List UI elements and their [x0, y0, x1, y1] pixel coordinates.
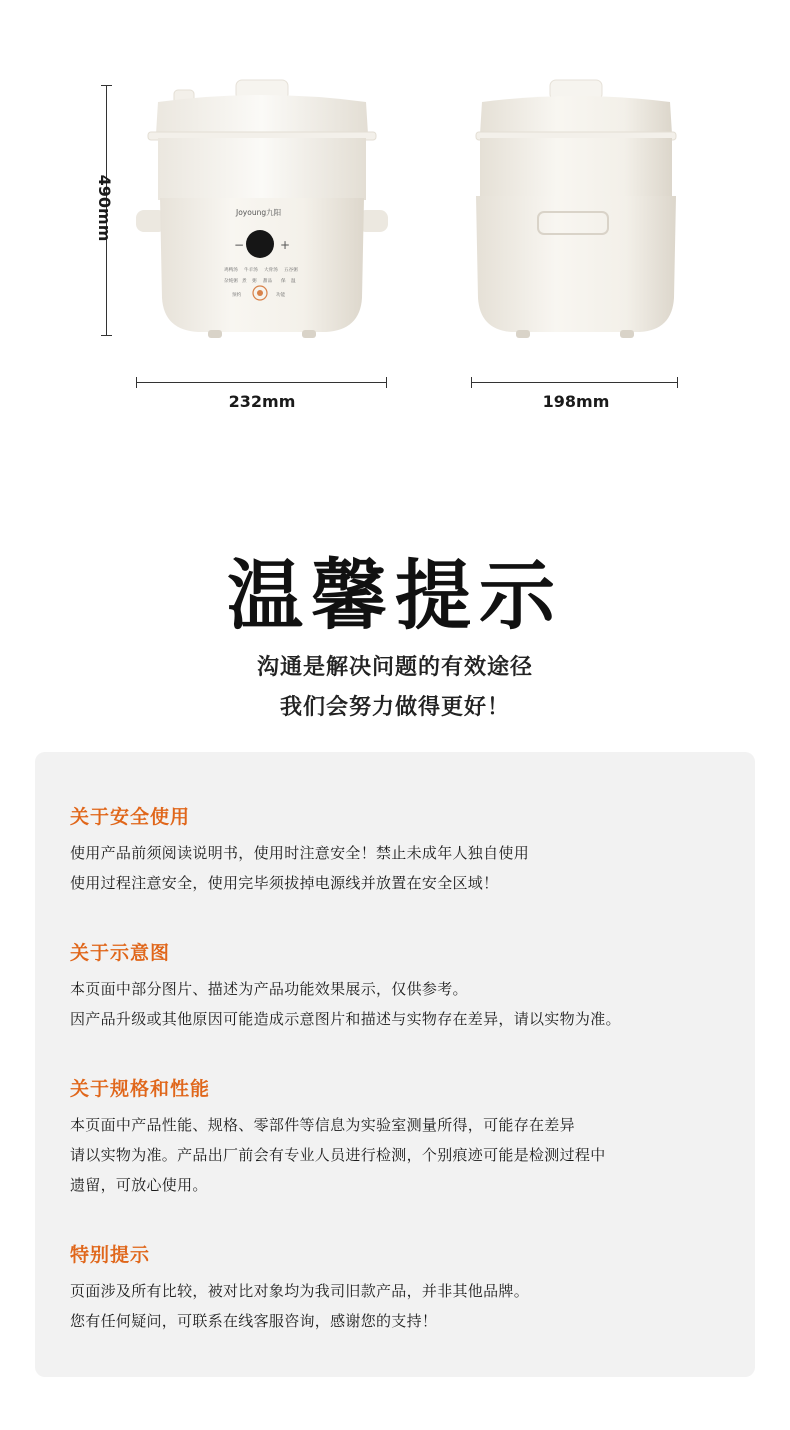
panel-label: 牛羊汤 — [244, 268, 258, 273]
section-title-illustration: 关于示意图 — [70, 942, 171, 964]
subtitle-line-1: 沟通是解决问题的有效途径 — [256, 655, 533, 680]
minus-sign: − — [234, 238, 245, 252]
section-text-line: 因产品升级或其他原因可能造成示意图片和描述与实物存在差异，请以实物为准。 — [70, 1010, 621, 1028]
cooker-side-image — [470, 78, 682, 340]
cooker-front-image — [136, 78, 388, 340]
panel-label: 甜品 — [263, 279, 273, 284]
section-text-line: 请以实物为准。产品出厂前会有专业人员进行检测，个别痕迹可能是检测过程中 — [70, 1146, 606, 1164]
depth-label: 198mm — [542, 392, 610, 411]
panel-label: 温 — [291, 279, 296, 284]
subtitle-line-2: 我们会努力做得更好！ — [279, 695, 510, 720]
section-title-special: 特别提示 — [70, 1244, 151, 1266]
product-dimension-area — [0, 0, 790, 440]
section-text-line: 使用过程注意安全，使用完毕须拔掉电源线并放置在安全区域！ — [70, 874, 499, 892]
height-label: 490mm — [95, 174, 114, 242]
section-title-safety: 关于安全使用 — [70, 806, 191, 828]
panel-label: 保 — [281, 279, 286, 284]
section-text-line: 本页面中产品性能、规格、零部件等信息为实验室测量所得，可能存在差异 — [70, 1116, 575, 1134]
panel-label: 鸡鸭汤 — [224, 268, 238, 273]
height-dimension-tick — [101, 85, 112, 86]
panel-label: 煮 — [242, 279, 247, 284]
section-text-line: 使用产品前须阅读说明书，使用时注意安全！禁止未成年人独自使用 — [70, 844, 530, 862]
width-label: 232mm — [228, 392, 296, 411]
notice-card — [35, 752, 755, 1377]
height-dimension-tick — [101, 335, 112, 336]
panel-label: 杂炖粥 — [224, 279, 238, 284]
brand-logo-text: Joyoung九阳 — [236, 208, 282, 217]
panel-label: 功能 — [276, 293, 286, 298]
section-text-line: 本页面中部分图片、描述为产品功能效果展示，仅供参考。 — [70, 980, 468, 998]
panel-label: 预约 — [232, 293, 242, 298]
depth-dimension-tick — [677, 377, 678, 388]
width-dimension-tick — [386, 377, 387, 388]
section-text-line: 页面涉及所有比较，被对比对象均为我司旧款产品，并非其他品牌。 — [70, 1282, 530, 1300]
plus-sign: + — [280, 238, 291, 252]
width-dimension-line — [136, 382, 387, 383]
panel-label: 五谷粥 — [284, 268, 298, 273]
page-title: 温馨提示 — [227, 551, 563, 640]
width-dimension-tick — [136, 377, 137, 388]
depth-dimension-line — [471, 382, 678, 383]
section-text-line: 您有任何疑问，可联系在线客服咨询，感谢您的支持！ — [70, 1312, 438, 1330]
section-title-specs: 关于规格和性能 — [70, 1078, 211, 1100]
panel-label: 大骨汤 — [264, 268, 278, 273]
panel-label: 粥 — [252, 279, 257, 284]
depth-dimension-tick — [471, 377, 472, 388]
section-text-line: 遗留，可放心使用。 — [70, 1176, 208, 1194]
